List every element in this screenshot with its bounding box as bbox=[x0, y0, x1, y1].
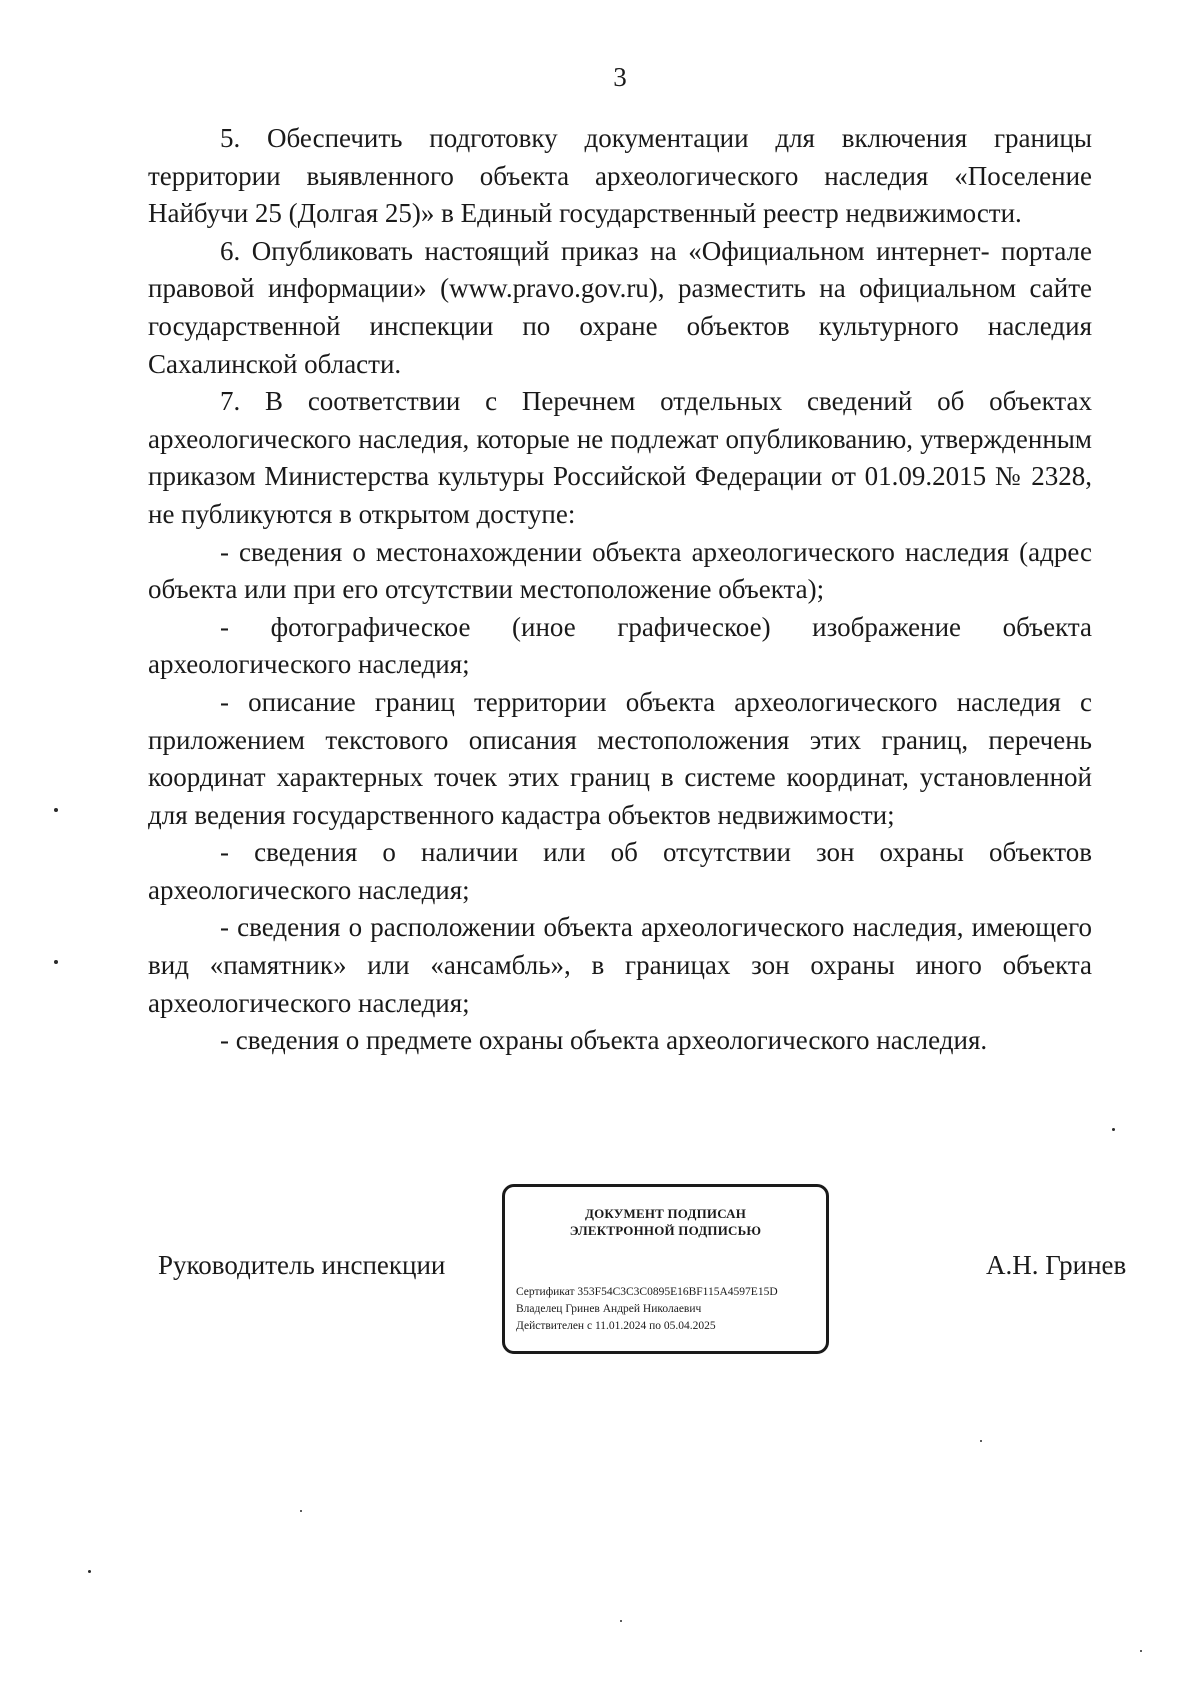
paragraph-item-5: 5. Обеспечить подготовку документации для включения границы территории выявленного объекта археологического наследия «Поселение Найбучи 25 (Долгая 25)» в Единый государственный реестр недвижимости. bbox=[148, 123, 1092, 229]
scan-speckle bbox=[300, 1510, 302, 1512]
page-number: 3 bbox=[613, 62, 627, 92]
scan-speckle bbox=[1112, 1128, 1115, 1131]
list-item-protection-subject: - сведения о предмете охраны объекта археологического наследия. bbox=[220, 1025, 988, 1056]
scan-speckle bbox=[54, 808, 58, 812]
stamp-certificate: Сертификат 353F54C3C3C0895E16BF115A4597E15D bbox=[516, 1286, 778, 1298]
stamp-title bbox=[505, 1205, 826, 1239]
scan-speckle bbox=[620, 1620, 622, 1622]
paragraph-item-6: 6. Опубликовать настоящий приказ на «Официальном интернет- портале правовой информации» (www.pravo.gov.ru), разместить на официальном сайте государственной инспекции по охране объектов культурного наследия Сахалинской области. bbox=[148, 235, 1092, 379]
scan-speckle bbox=[88, 1570, 91, 1573]
electronic-signature-stamp bbox=[502, 1184, 829, 1354]
signer-position: Руководитель инспекции bbox=[158, 1250, 446, 1280]
stamp-title-line-1: ДОКУМЕНТ ПОДПИСАН bbox=[584, 1206, 747, 1221]
paragraph-item-7: 7. В соответствии с Перечнем отдельных сведений об объектах археологического наследия, которые не подлежат опубликованию, утвержденным приказом Министерства культуры Российской Федерации от 01.09.2015 № 2328, не публикуются в открытом доступе: bbox=[148, 386, 1092, 529]
stamp-validity: Действителен с 11.01.2024 по 05.04.2025 bbox=[516, 1320, 716, 1332]
list-item-location: - сведения о местонахождении объекта археологического наследия (адрес объекта или при его отсутствии местоположение объекта); bbox=[148, 536, 1092, 605]
list-item-photo: - фотографическое (иное графическое) изображение объекта археологического наследия; bbox=[148, 611, 1092, 680]
scan-speckle bbox=[1140, 1650, 1142, 1652]
document-body bbox=[148, 120, 1092, 1060]
stamp-details bbox=[516, 1284, 778, 1335]
list-item-boundaries: - описание границ территории объекта археологического наследия с приложением текстового описания местоположения этих границ, перечень координат характерных точек этих границ в системе координат, установленной для ведения государственного кадастра объектов недвижимости; bbox=[148, 686, 1092, 830]
signer-name: А.Н. Гринев bbox=[986, 1250, 1127, 1280]
scan-speckle bbox=[980, 1440, 982, 1442]
list-item-protection-zones: - сведения о наличии или об отсутствии зон охраны объектов археологического наследия; bbox=[148, 837, 1092, 905]
stamp-title-line-2: ЭЛЕКТРОННОЙ ПОДПИСЬЮ bbox=[569, 1223, 762, 1238]
list-item-monument-location: - сведения о расположении объекта археологического наследия, имеющего вид «памятник» или «ансамбль», в границах зон охраны иного объекта археологического наследия; bbox=[148, 912, 1092, 1018]
scan-speckle bbox=[54, 960, 58, 964]
stamp-owner: Владелец Гринев Андрей Николаевич bbox=[516, 1303, 702, 1315]
